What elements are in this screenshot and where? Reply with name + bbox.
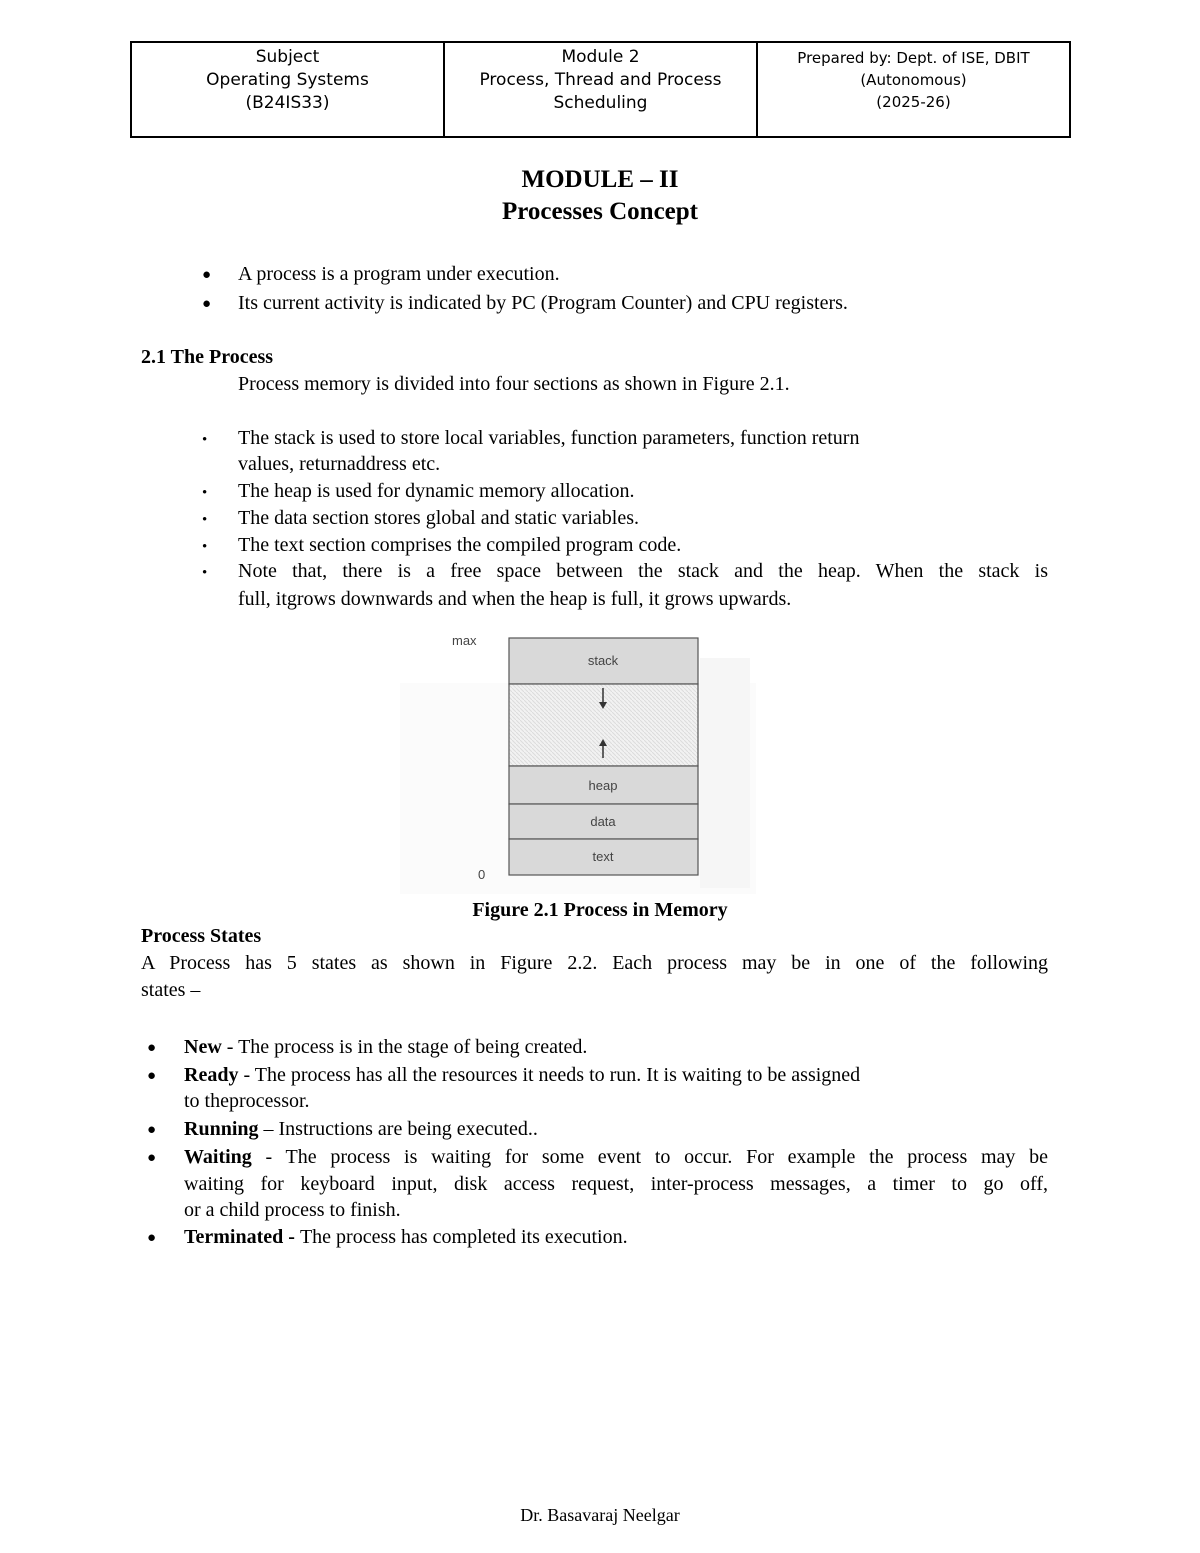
subject-name: Operating Systems [206,70,369,90]
note-bullet-line2: full, itgrows downwards and when the heap is full, it grows upwards. [238,588,792,610]
state-sep: – [258,1118,279,1140]
state-waiting-line3: or a child process to finish. [184,1199,401,1221]
subject-code: (B24IS33) [245,93,330,113]
process-states-intro-line1: A Process has 5 states as shown in Figure 2.2. Each process may be in one of the following [141,952,1048,974]
heap-label: heap [588,778,618,793]
intro-bullet-1: A process is a program under execution. [238,263,560,285]
state-waiting-line2: waiting for keyboard input, disk access request, inter-process messages, a timer to go off, [184,1173,1048,1195]
header-subject-cell [132,43,443,136]
module-title: MODULE – II [521,166,679,193]
text-bullet: The text section comprises the compiled program code. [238,534,682,556]
process-memory-figure [400,628,756,894]
state-ready-line2: to theprocessor. [184,1090,310,1112]
max-label: max [452,633,477,648]
module-label: Module 2 [561,47,640,67]
figure-caption: Figure 2.1 Process in Memory [472,899,728,921]
state-desc: The process has all the resources it needs to run. It is waiting to be assigned [254,1064,861,1086]
bullet-dot-icon: ● [147,1230,157,1246]
state-waiting [184,1144,1048,1170]
header-prepared-cell [756,43,1069,136]
process-states-heading: Process States [141,925,262,947]
bullet-dot-icon: • [202,565,208,581]
state-new [184,1034,587,1060]
figure-background-shade [700,658,750,888]
state-term: New [184,1036,222,1058]
state-term: Ready [184,1064,239,1086]
state-term: Terminated [184,1226,284,1248]
bullet-dot-icon: ● [147,1122,157,1138]
bullet-dot-icon: ● [147,1068,157,1084]
header-table [130,41,1071,138]
prepared-line1: Prepared by: Dept. of ISE, DBIT [797,49,1030,67]
header-module-cell [443,43,756,136]
state-desc: The process has completed its execution. [299,1226,628,1248]
state-desc: The process is waiting for some event to occur. For example the process may be [285,1146,1048,1168]
module-title-line2: Scheduling [553,93,648,113]
note-bullet-line1: Note that, there is a free space between the stack and the heap. When the stack is [238,560,1048,582]
state-sep: - [251,1146,286,1168]
stack-bullet-line2: values, returnaddress etc. [238,453,441,475]
intro-bullet-2: Its current activity is indicated by PC (Program Counter) and CPU registers. [238,292,848,314]
data-label: data [590,814,616,829]
stack-label: stack [587,653,619,668]
state-term: Running [184,1118,259,1140]
text-label: text [592,849,614,864]
state-running [184,1116,538,1142]
subject-label: Subject [255,47,320,67]
state-desc: Instructions are being executed.. [278,1118,538,1140]
state-sep: - [283,1226,300,1248]
prepared-line2: (Autonomous) [860,71,967,89]
state-desc: The process is in the stage of being created. [238,1036,588,1058]
state-sep: - [238,1064,255,1086]
state-terminated [184,1224,628,1250]
module-title-line1: Process, Thread and Process [479,70,722,90]
bullet-dot-icon: • [202,512,208,528]
stack-bullet-line1: The stack is used to store local variables, function parameters, function return [238,427,860,449]
state-sep: - [221,1036,239,1058]
bullet-dot-icon: ● [202,267,212,283]
state-ready [184,1062,860,1088]
bullet-dot-icon: • [202,485,208,501]
heap-bullet: The heap is used for dynamic memory allocation. [238,480,635,502]
topic-title: Processes Concept [501,198,699,225]
bullet-dot-icon: • [202,539,208,555]
section-2-1-intro: Process memory is divided into four sections as shown in Figure 2.1. [238,373,790,395]
bullet-dot-icon: ● [147,1150,157,1166]
bullet-dot-icon: • [202,432,208,448]
data-bullet: The data section stores global and static variables. [238,507,639,529]
state-term: Waiting [184,1146,252,1168]
prepared-line3: (2025-26) [876,93,951,111]
zero-label: 0 [478,867,486,882]
bullet-dot-icon: ● [147,1040,157,1056]
footer-author: Dr. Basavaraj Neelgar [520,1505,680,1525]
process-states-intro-line2: states – [141,979,201,1001]
section-heading-2-1: 2.1 The Process [141,346,274,368]
bullet-dot-icon: ● [202,296,212,312]
